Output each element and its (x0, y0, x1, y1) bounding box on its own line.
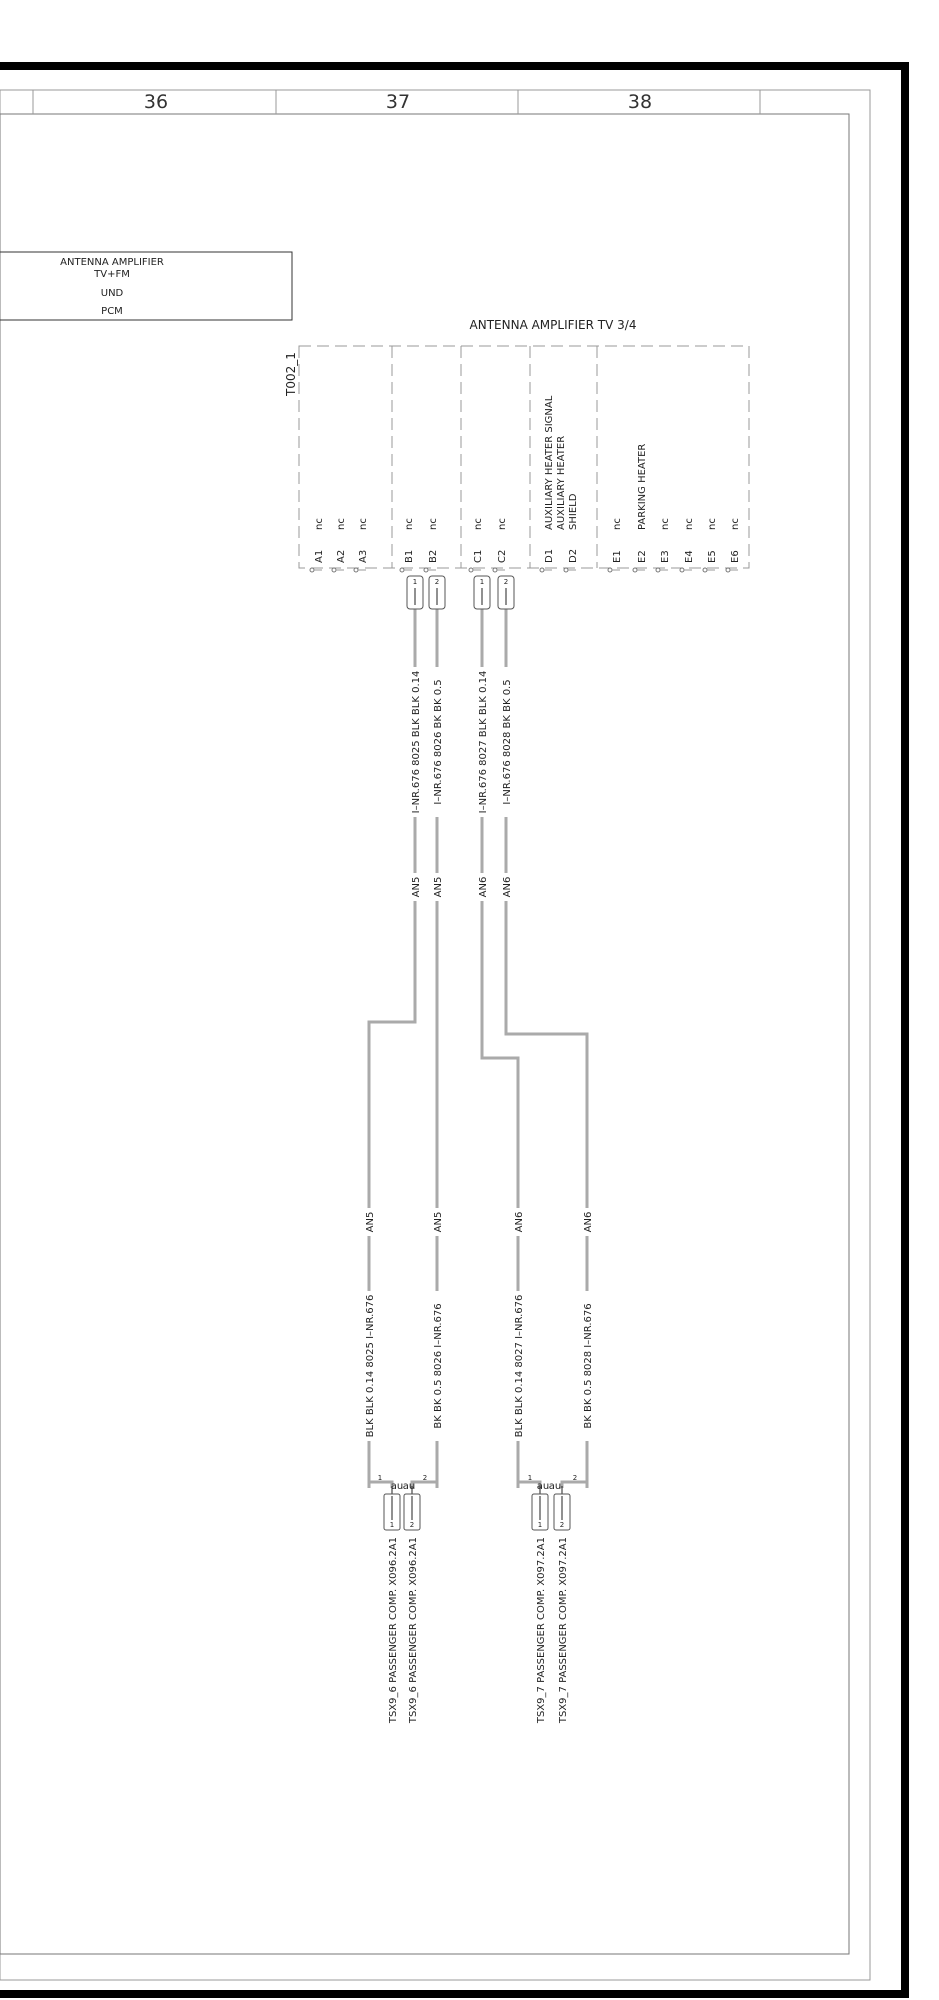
pin-circle (400, 568, 404, 572)
pin-number: A3 (358, 549, 369, 563)
column-number: 37 (385, 91, 411, 113)
shield-line (369, 1482, 392, 1488)
pin-label: SHIELD (568, 493, 579, 530)
connector-label: TSX9_7 PASSENGER COMP. X097.2A1 (536, 1537, 547, 1724)
pin-label: nc (707, 518, 718, 530)
wire-spec-label: BLK BLK 0.14 8025 I–NR.676 (365, 1294, 376, 1438)
upper-terminals (407, 576, 514, 609)
terminal-number: 2 (559, 1521, 565, 1529)
pin-circle (332, 568, 336, 572)
pin-number: E3 (660, 550, 671, 563)
pin-number: D1 (544, 548, 555, 563)
pin-label: nc (660, 518, 671, 530)
column-number: 38 (627, 91, 653, 113)
wire-spec-label: I–NR.676 8027 BLK BLK 0.14 (478, 670, 489, 814)
column-number: 36 (143, 91, 169, 113)
pin-number: B1 (404, 549, 415, 563)
bundle-label: AN5 (433, 1211, 444, 1233)
connector-labels (388, 1537, 569, 1724)
wire-spec-label: BLK BLK 0.14 8027 I–NR.676 (514, 1294, 525, 1438)
pin-circle (424, 568, 428, 572)
wire-labels (363, 667, 594, 1441)
pin-number: E5 (707, 550, 718, 563)
pin-circle (703, 568, 707, 572)
shield-pin-number: 1 (527, 1474, 533, 1482)
pin-number: E4 (684, 550, 695, 563)
shield-label: au (548, 1481, 562, 1492)
pin-number: C1 (473, 549, 484, 563)
pin-label: nc (684, 518, 695, 530)
pin-number: E6 (730, 550, 741, 563)
terminal-number: 1 (537, 1521, 543, 1529)
terminal-number: 1 (412, 578, 418, 586)
amplifier-box-line: ANTENNA AMPLIFIER (60, 257, 164, 268)
pin-circle (608, 568, 612, 572)
bundle-label: AN6 (583, 1211, 594, 1233)
pin-label: nc (404, 518, 415, 530)
outer-frame (0, 66, 905, 1994)
pin-circle (680, 568, 684, 572)
bundle-label: AN5 (433, 876, 444, 898)
shield-pin-number: 2 (422, 1474, 428, 1482)
wire-spec-label: BK BK 0.5 8026 I–NR.676 (433, 1303, 444, 1429)
pin-circle (564, 568, 568, 572)
pin-number: A2 (336, 549, 347, 563)
terminal-number: 2 (434, 578, 440, 586)
component-outline (299, 346, 749, 568)
pin-circle (726, 568, 730, 572)
wire-spec-label: BK BK 0.5 8028 I–NR.676 (583, 1303, 594, 1429)
shield-pin-number: 2 (572, 1474, 578, 1482)
pin-circle (469, 568, 473, 572)
pin-circle (633, 568, 637, 572)
terminal-number: 1 (479, 578, 485, 586)
shield-line (562, 1482, 587, 1488)
pin-label: nc (473, 518, 484, 530)
amplifier-box-line: TV+FM (94, 269, 130, 280)
shield-pin-number: 1 (377, 1474, 383, 1482)
connector-label: TSX9_7 PASSENGER COMP. X097.2A1 (558, 1537, 569, 1724)
shield-label: au (536, 1481, 550, 1492)
terminal-number: 2 (409, 1521, 415, 1529)
pin-label: nc (497, 518, 508, 530)
pin-number: A1 (314, 549, 325, 563)
pin-label: nc (336, 518, 347, 530)
bundle-label: AN6 (514, 1211, 525, 1233)
pin-number: E1 (612, 550, 623, 563)
pin-number: D2 (568, 548, 579, 563)
pin-label: nc (730, 518, 741, 530)
pin-label: AUXILIARY HEATER SIGNAL (544, 395, 555, 530)
pin-label: nc (428, 518, 439, 530)
pin-circle (656, 568, 660, 572)
bundle-label: AN5 (411, 876, 422, 898)
terminal-number: 1 (389, 1521, 395, 1529)
inner-frame (0, 90, 870, 1980)
component-ref: T002_1 (284, 352, 298, 396)
wire-spec-label: I–NR.676 8026 BK BK 0.5 (433, 679, 444, 805)
pin-label: PARKING HEATER (637, 443, 648, 530)
terminal-number: 2 (503, 578, 509, 586)
amplifier-box-line: PCM (101, 306, 123, 317)
drawing-area-frame (0, 114, 849, 1954)
pin-circle (310, 568, 314, 572)
pin-label: AUXILIARY HEATER (556, 435, 567, 530)
pin-number: C2 (497, 549, 508, 563)
bundle-label: AN6 (478, 876, 489, 898)
pin-label: nc (314, 518, 325, 530)
amplifier-box-line: UND (100, 288, 124, 299)
pin-label: nc (358, 518, 369, 530)
shield-line (412, 1482, 437, 1488)
connector-label: TSX9_6 PASSENGER COMP. X096.2A1 (408, 1537, 419, 1724)
pin-number: E2 (637, 550, 648, 563)
bundle-label: AN6 (502, 876, 513, 898)
pin-number: B2 (428, 549, 439, 563)
pin-circle (493, 568, 497, 572)
bundle-label: AN5 (365, 1211, 376, 1233)
wire-spec-label: I–NR.676 8025 BLK BLK 0.14 (411, 670, 422, 814)
wire-spec-label: I–NR.676 8028 BK BK 0.5 (502, 679, 513, 805)
pin-circle (354, 568, 358, 572)
connector-label: TSX9_6 PASSENGER COMP. X096.2A1 (388, 1537, 399, 1724)
component-title: ANTENNA AMPLIFIER TV 3/4 (469, 318, 637, 332)
shield-label: au (390, 1481, 404, 1492)
shield-label: au (402, 1481, 416, 1492)
pin-label: nc (612, 518, 623, 530)
lower-terminals (378, 1474, 577, 1530)
pin-circle (540, 568, 544, 572)
pins (310, 395, 741, 572)
